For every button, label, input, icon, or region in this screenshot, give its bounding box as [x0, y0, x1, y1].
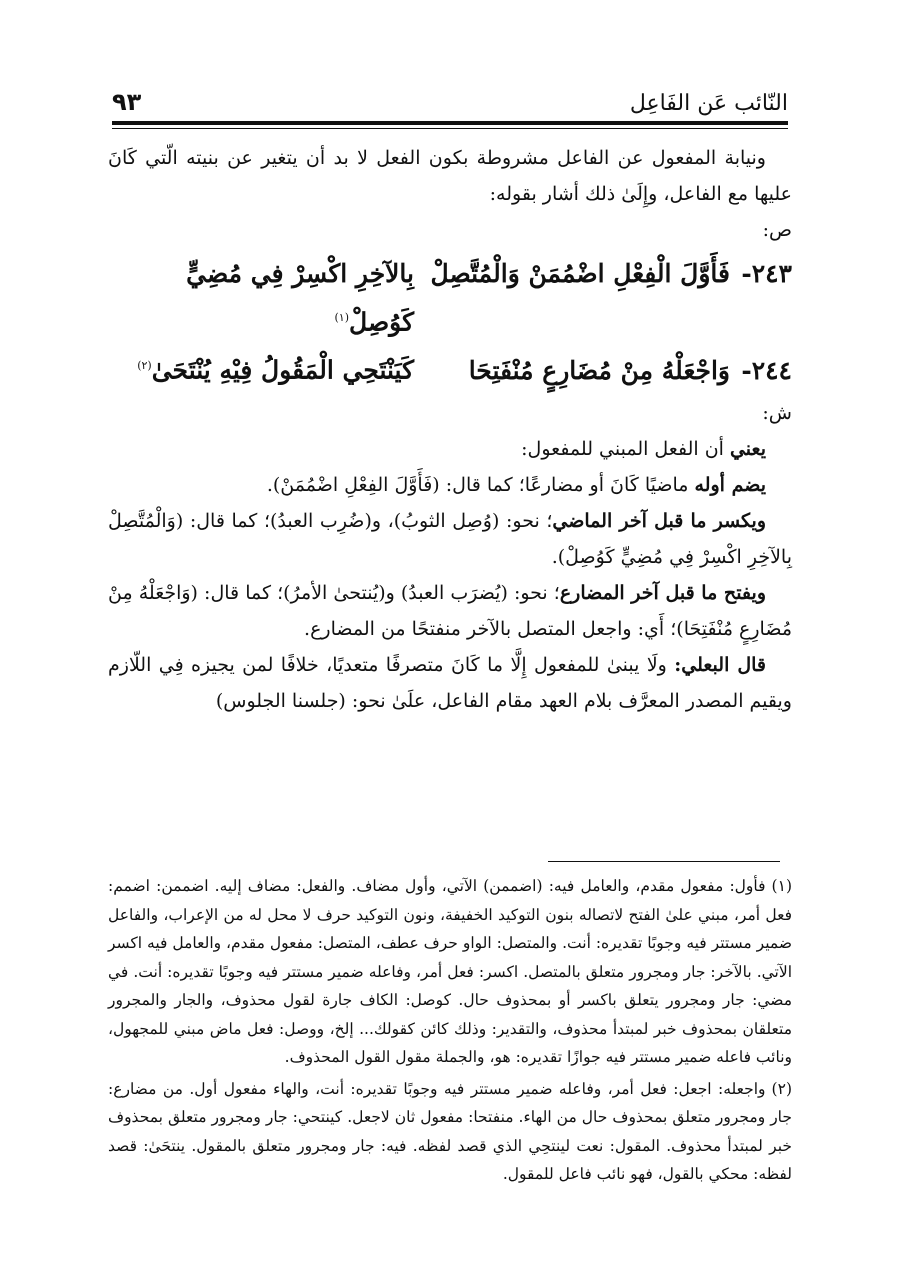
intro-paragraph: ونيابة المفعول عن الفاعل مشروطة بكون الفعل لا بد أن يتغير عن بنيته الّتي كَانَ عليها مع الفاعل، وإِلَىٰ ذلك أشار بقوله: — [108, 147, 792, 205]
commentary-paragraph-3 — [108, 503, 792, 575]
verse-243 — [108, 252, 792, 344]
commentary-paragraph-1 — [108, 431, 792, 467]
verses-block — [108, 252, 792, 393]
chapter-title: النّائب عَن الفَاعِل — [629, 91, 788, 116]
header-rule-thick — [112, 121, 788, 125]
shin-label: ش: — [762, 401, 792, 424]
footnote-separator — [548, 861, 780, 862]
verse-hemistich-second — [108, 344, 424, 392]
hemistich-text: كَيَنْتَحِي الْمَقُولُ فِيْهِ يُنْتَحَىٰ — [151, 355, 414, 385]
bold-lead: ويكسر ما قبل آخر الماضي — [552, 509, 766, 532]
paragraph-text: ؛ نحو: (وُصِل الثوبُ)، و(ضُرِب العبدُ)؛ كما قال: (وَالْمُتَّصِلْ بِالآخِرِ اكْسِرْ فِي مُضِيٍّ كَوُصِلْ). — [108, 509, 792, 568]
bold-lead: قال البعلي: — [674, 653, 767, 676]
footnote-ref[interactable]: (١) — [334, 311, 350, 324]
verse-number: ٢٤٤- — [741, 355, 792, 385]
footnote-text: فأول: مفعول مقدم، والعامل فيه: (اضممن) الآتي، وأول مضاف. والفعل: مضاف إليه. اضممن: اضمم: فعل أمر، مبني علىٰ الفتح لاتصاله بنون التوكيد الخفيفة، ونون التوكيد حرف لا محل له من الإعراب، والفاعل ضمير مستتر فيه وجوبًا تقديره: أنت. والمتصل: الواو حرف عطف، المتصل: مفعول مقدم، والعامل فيه اكسر الآتي. بالآخر: جار ومجرور متعلق بالمتصل. اكسر: فعل أمر، وفاعله ضمير مستتر فيه وجوبًا تقديره: أنت. في مضي: جار ومجرور يتعلق باكسر أو بمحذوف حال. كوصل: الكاف جارة لقول محذوف، والجار والمجرور متعلقان بمحذوف خبر لمبتدأ محذوف، والتقدير: وذلك كائن كقولك... إلخ، ووصل: فعل ماض مبني للمجهول، ونائب فاعله ضمير مستتر فيه جوازًا تقديره: هو، والجملة مقول القول المحذوف. — [108, 877, 792, 1066]
running-header — [112, 82, 788, 116]
footnote-number: (٢) — [771, 1079, 792, 1098]
hemistich-text: بِالآخِرِ اكْسِرْ فِي مُضِيٍّ كَوُصِلْ — [186, 259, 414, 337]
verse-244 — [108, 344, 792, 392]
footnote-1 — [108, 872, 792, 1072]
paragraph-text: أن الفعل المبني للمفعول: — [521, 437, 730, 460]
verse-number: ٢٤٣- — [741, 259, 792, 288]
commentary-paragraph-2 — [108, 467, 792, 503]
main-text — [108, 140, 792, 719]
verse-hemistich-second — [108, 252, 424, 344]
footnote-text: واجعله: اجعل: فعل أمر، وفاعله ضمير مستتر فيه وجوبًا تقديره: أنت، والهاء مفعول أول. من مضارع: جار ومجرور متعلق بمحذوف حال من الهاء. منفتحا: مفعول ثان لاجعل. كينتحي: جار ومجرور متعلق بمحذوف خبر لمبتدأ محذوف. المقول: نعت لينتحِي الذي قصد لفظه. فيه: جار ومجرور متعلق بالمقول. ينتحَىٰ: قصد لفظه: محكي بالقول، فهو نائب فاعل للمقول. — [108, 1079, 792, 1183]
header-rule-thin — [112, 128, 788, 129]
footnote-number: (١) — [771, 877, 792, 895]
paragraph-text: ماضيًا كَانَ أو مضارعًا؛ كما قال: (فَأَوَّلَ الفِعْلِ اضْمُمَنْ). — [266, 473, 695, 496]
footnotes — [108, 872, 792, 1192]
commentary-paragraph-4 — [108, 575, 792, 647]
bold-lead: يعني — [729, 437, 766, 460]
commentary-paragraph-5 — [108, 647, 792, 719]
paragraph-text: ؛ نحو: (يُضرَب العبدُ) و(يُنتحىٰ الأمرُ)؛ كما قال: (وَاجْعَلْهُ مِنْ مُضَارِعٍ مُنْفَتِحَا)؛ أَي: واجعل المتصل بالآخر منفتحًا من المضارع. — [108, 581, 792, 640]
bold-lead: ويفتح ما قبل آخر المضارع — [559, 581, 766, 604]
verse-hemistich-first: وَاجْعَلْهُ مِنْ مُضَارِعٍ مُنْفَتِحَا — [468, 355, 730, 385]
page-number: ٩٣ — [112, 88, 142, 116]
paragraph-text: ولَا يبنىٰ للمفعول إِلَّا ما كَانَ متصرفًا متعديًا، خلافًا لمن يجيزه فِي اللّازم ويقيم المصدر المعرَّف بلام العهد مقام الفاعل، علَىٰ نحو: (جلسنا الجلوس) — [108, 653, 792, 712]
sad-label: ص: — [762, 219, 792, 241]
footnote-2 — [108, 1075, 792, 1189]
verse-hemistich-first: فَأَوَّلَ الْفِعْلِ اضْمُمَنْ وَالْمُتَّصِلْ — [430, 259, 730, 288]
bold-lead: يضم أوله — [694, 473, 766, 496]
footnote-ref[interactable]: (٢) — [137, 359, 152, 373]
